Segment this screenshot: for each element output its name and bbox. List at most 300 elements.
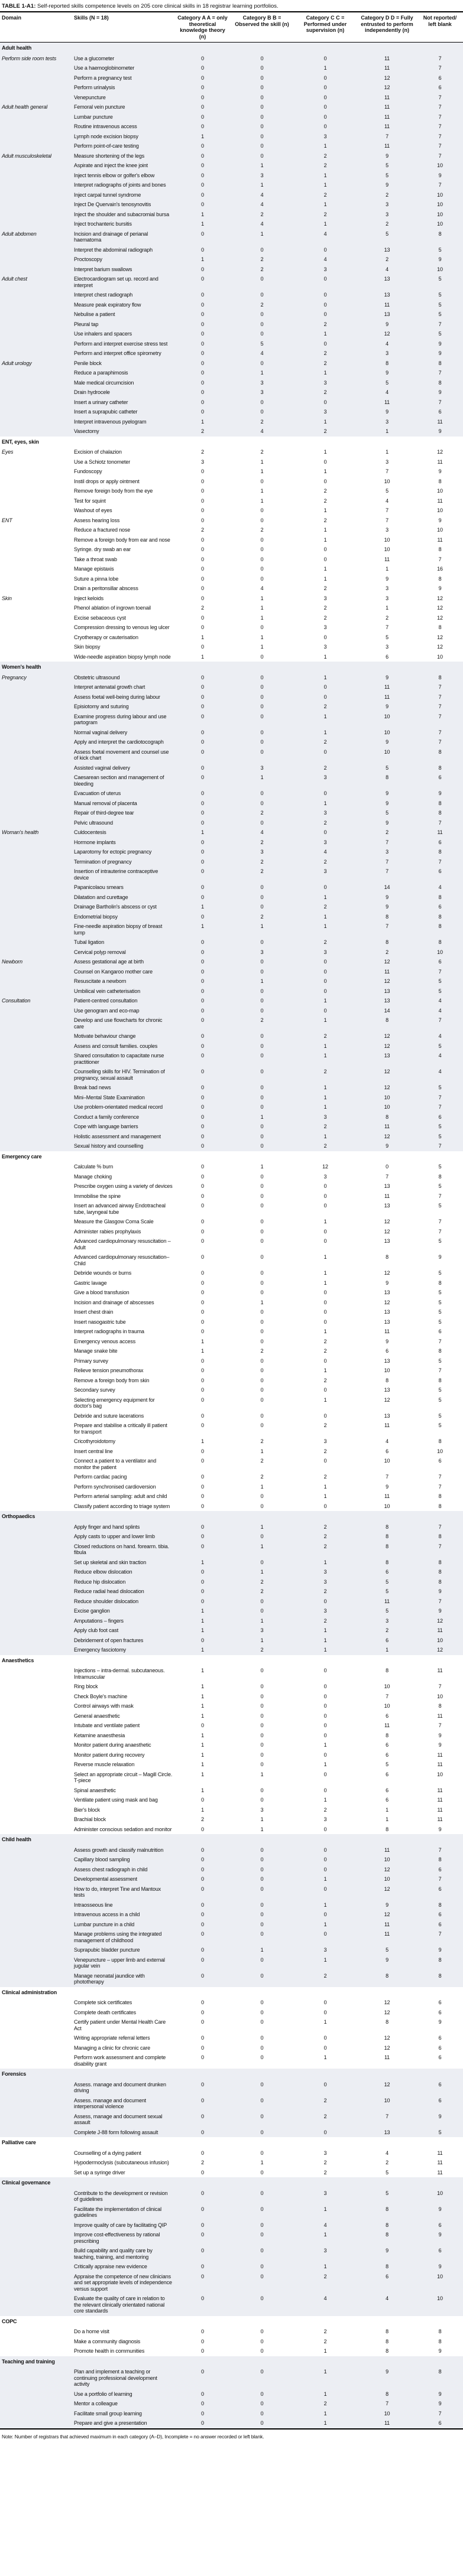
- section-header-row: [0, 2069, 463, 2080]
- category-a-count: 0: [174, 300, 231, 310]
- skill-name: How to do, interpret Tine and Mantoux tests: [72, 1884, 174, 1900]
- section-forensics: [0, 2069, 463, 2137]
- not-reported-count: 7: [417, 1141, 463, 1151]
- not-reported-count: 7: [417, 967, 463, 977]
- subdomain-cell: [0, 1786, 72, 1796]
- category-d-count: 4: [386, 2150, 388, 2156]
- category-d-count: 13: [384, 1203, 390, 1209]
- category-c-count: 1: [293, 2367, 357, 2389]
- category-b-count: 0: [231, 398, 293, 408]
- category-c-count: 2: [293, 1587, 357, 1597]
- subdomain-cell: [0, 467, 72, 477]
- category-a-count: 0: [174, 1597, 231, 1607]
- category-a-count: 0: [201, 1219, 204, 1225]
- table-row: [0, 2367, 463, 2389]
- not-reported-count: 11: [437, 1712, 443, 1719]
- category-c-count: 0: [293, 54, 357, 64]
- table-row: [0, 200, 463, 210]
- subdomain-cell: [0, 290, 72, 300]
- category-b-count: 2: [260, 527, 264, 533]
- category-a-count: 3: [201, 458, 204, 465]
- not-reported-count: 7: [417, 1093, 463, 1103]
- subdomain-cell: [0, 1236, 72, 1252]
- category-a-count: 0: [174, 763, 231, 773]
- category-d-count: 11: [357, 93, 417, 103]
- category-a-count: 0: [174, 190, 231, 200]
- skill-name: Intravenous access in a child: [72, 1910, 174, 1920]
- subdomain-cell: [0, 329, 72, 339]
- category-a-count: 1: [201, 1761, 204, 1767]
- category-d-count: 12: [357, 976, 417, 986]
- category-b-count: 0: [260, 1228, 264, 1235]
- category-c-count: 2: [293, 1522, 357, 1532]
- not-reported-count: 9: [438, 517, 442, 523]
- table-row: [0, 594, 463, 604]
- not-reported-count: 6: [417, 1112, 463, 1122]
- category-b-count: 0: [260, 1422, 264, 1428]
- not-reported-count: 6: [417, 83, 463, 93]
- table-row: [0, 1181, 463, 1191]
- skill-name: Use inhalers and spacers: [72, 329, 174, 339]
- category-b-count: 0: [231, 2409, 293, 2419]
- not-reported-count: 7: [417, 728, 463, 738]
- subdomain-cell: [0, 564, 72, 574]
- category-a-count: 0: [174, 1855, 231, 1865]
- header-category-c: Category C C = Performed under supervision (n): [293, 12, 357, 43]
- table-row: [0, 210, 463, 220]
- table-row: [0, 151, 463, 161]
- table-row: [0, 555, 463, 565]
- not-reported-count: 9: [417, 255, 463, 265]
- not-reported-count: 7: [417, 398, 463, 408]
- category-b-count: 1: [231, 1945, 293, 1955]
- category-d-count: 2: [357, 255, 417, 265]
- category-c-count: 2: [293, 387, 357, 398]
- table-row: [0, 447, 463, 457]
- not-reported-count: 9: [438, 1742, 442, 1748]
- table-row: [0, 976, 463, 986]
- category-c-count: 1: [293, 2418, 357, 2429]
- table-row: [0, 652, 463, 662]
- skill-name: Venepuncture – upper limb and external jugular vein: [72, 1955, 174, 1971]
- category-a-count: 0: [201, 1238, 204, 1244]
- category-b-count: 3: [231, 378, 293, 388]
- not-reported-count: 6: [417, 1920, 463, 1930]
- table-row: [0, 506, 463, 516]
- section-title: Child health: [0, 1834, 463, 1845]
- category-b-count: 0: [231, 132, 293, 142]
- category-a-count: 0: [174, 702, 231, 712]
- category-d-count: 13: [384, 1412, 390, 1419]
- category-a-count: 0: [174, 857, 231, 867]
- not-reported-count: 5: [438, 1309, 442, 1315]
- table-row: [0, 828, 463, 838]
- subdomain-cell: [0, 2262, 72, 2272]
- not-reported-count: 5: [438, 1289, 442, 1295]
- category-d-count: 11: [357, 398, 417, 408]
- category-d-count: 7: [357, 2399, 417, 2409]
- table-row: [0, 122, 463, 132]
- not-reported-count: 5: [417, 310, 463, 320]
- table-row: [0, 417, 463, 427]
- category-c-count: 0: [323, 478, 327, 484]
- category-c-count: 2: [293, 937, 357, 947]
- not-reported-count: 9: [438, 585, 442, 591]
- skill-name: Patient-centred consultation: [72, 996, 174, 1006]
- subdomain-cell: [0, 506, 72, 516]
- category-d-count: 11: [357, 300, 417, 310]
- not-reported-count: 9: [417, 1587, 463, 1597]
- skill-name: Compression dressing to venous leg ulcer: [74, 624, 170, 630]
- subdomain-cell: [0, 255, 72, 265]
- section-title: Teaching and training: [0, 2356, 463, 2367]
- skill-name: Build capability and quality care by teaching, training, and mentoring: [72, 2246, 174, 2262]
- not-reported-count: 8: [417, 673, 463, 683]
- category-b-count: 0: [231, 2204, 293, 2220]
- category-c-count: 3: [293, 2246, 357, 2262]
- category-d-count: 11: [357, 112, 417, 122]
- subdomain-cell: [0, 1721, 72, 1731]
- category-d-count: 10: [357, 1874, 417, 1884]
- category-a-count: 0: [201, 1474, 204, 1480]
- subdomain-cell: [0, 642, 72, 652]
- category-c-count: 2: [323, 2160, 327, 2165]
- category-b-count: 0: [260, 1412, 264, 1419]
- subdomain-cell: [0, 200, 72, 210]
- skill-name: Incision and drainage of perianal haematoma: [72, 229, 174, 245]
- subdomain-cell: [0, 818, 72, 828]
- skill-name: Mentor a colleague: [72, 2399, 174, 2409]
- not-reported-count: 5: [417, 1083, 463, 1093]
- category-c-count: 0: [293, 245, 357, 255]
- skill-name: Perform synchronised cardioversion: [74, 1483, 156, 1490]
- subdomain-cell: [0, 2158, 72, 2168]
- subdomain-cell: [0, 63, 72, 73]
- subdomain-cell: [0, 937, 72, 947]
- category-c-count: 2: [293, 702, 357, 712]
- table-row: [0, 1083, 463, 1093]
- category-d-count: 6: [386, 653, 388, 660]
- subdomain-cell: [0, 1191, 72, 1201]
- category-c-count: 0: [323, 1732, 327, 1738]
- category-d-count: 11: [357, 1929, 417, 1945]
- category-c-count: 1: [323, 1396, 327, 1403]
- not-reported-count: 7: [417, 132, 463, 142]
- category-c-count: 0: [323, 1999, 327, 2005]
- not-reported-count: 9: [438, 1254, 442, 1260]
- category-a-count: 0: [174, 2230, 231, 2246]
- category-b-count: 0: [231, 882, 293, 893]
- not-reported-count: 6: [417, 902, 463, 912]
- category-d-count: 8: [386, 1254, 388, 1260]
- category-d-count: 9: [386, 1279, 388, 1286]
- not-reported-count: 7: [438, 1228, 442, 1235]
- table-row: [0, 902, 463, 912]
- table-row: [0, 1395, 463, 1411]
- skill-name: Culdocentesis: [72, 828, 174, 838]
- category-d-count: 9: [357, 368, 417, 378]
- skill-name: Prepare and stabilise a critically ill patient for transport: [74, 1422, 167, 1435]
- category-d-count: 6: [386, 1348, 388, 1354]
- category-c-count: 1: [323, 1483, 327, 1490]
- subdomain-cell: [0, 1874, 72, 1884]
- category-d-count: 14: [357, 882, 417, 893]
- category-b-count: 0: [231, 2128, 293, 2138]
- category-d-count: 4: [386, 497, 388, 504]
- category-a-count: 2: [201, 2160, 204, 2165]
- subdomain-cell: [0, 2033, 72, 2043]
- table-row: [0, 1006, 463, 1016]
- category-d-count: 13: [384, 1238, 390, 1244]
- table-row: [0, 633, 463, 643]
- category-b-count: 0: [231, 702, 293, 712]
- table-row: [0, 1447, 463, 1457]
- table-row: [0, 73, 463, 83]
- category-a-count: 0: [174, 320, 231, 330]
- table-row: [0, 1955, 463, 1971]
- table-row: [0, 1567, 463, 1577]
- table-row: [0, 265, 463, 275]
- category-c-count: 1: [323, 2019, 327, 2025]
- category-c-count: 0: [323, 1309, 327, 1315]
- not-reported-count: 8: [417, 847, 463, 857]
- skill-name: Tubal ligation: [72, 937, 174, 947]
- not-reported-count: 7: [438, 556, 442, 562]
- category-a-count: 0: [174, 2409, 231, 2419]
- table-row: [0, 986, 463, 996]
- subdomain-cell: [0, 633, 72, 643]
- category-a-count: 0: [201, 1299, 204, 1305]
- category-b-count: 2: [260, 1438, 264, 1444]
- category-d-count: 6: [357, 1567, 417, 1577]
- not-reported-count: 11: [437, 1787, 443, 1793]
- subdomain-cell: [0, 171, 72, 181]
- category-d-count: 10: [384, 1367, 390, 1373]
- table-row: [0, 1278, 463, 1288]
- table-row: [0, 789, 463, 799]
- category-c-count: 1: [293, 1636, 357, 1646]
- table-row: [0, 1910, 463, 1920]
- category-c-count: 1: [293, 1132, 357, 1142]
- category-a-count: 0: [174, 1093, 231, 1103]
- not-reported-count: 6: [417, 2096, 463, 2112]
- category-a-count: 1: [201, 1683, 204, 1689]
- category-c-count: 0: [323, 1289, 327, 1295]
- category-a-count: 0: [174, 996, 231, 1006]
- category-c-count: 1: [293, 171, 357, 181]
- subdomain-cell: [0, 1132, 72, 1142]
- category-a-count: 0: [201, 1387, 204, 1393]
- category-d-count: 10: [384, 1503, 390, 1509]
- category-a-count: 0: [201, 1193, 204, 1199]
- category-c-count: 0: [323, 556, 327, 562]
- category-b-count: 0: [231, 1132, 293, 1142]
- table-row: [0, 1542, 463, 1558]
- category-c-count: 1: [323, 1367, 327, 1373]
- not-reported-count: 12: [437, 634, 443, 640]
- subdomain-cell: [0, 2148, 72, 2158]
- not-reported-count: 9: [438, 1826, 442, 1832]
- table-row: [0, 882, 463, 893]
- not-reported-count: 10: [437, 653, 443, 660]
- category-c-count: 4: [293, 847, 357, 857]
- category-c-count: 0: [323, 1387, 327, 1393]
- category-a-count: 0: [201, 1203, 204, 1209]
- category-a-count: 0: [174, 893, 231, 903]
- not-reported-count: 8: [417, 921, 463, 937]
- table-row: [0, 1606, 463, 1616]
- table-row: [0, 1721, 463, 1731]
- category-d-count: 12: [384, 2044, 390, 2051]
- subdomain-cell: [0, 763, 72, 773]
- not-reported-count: 7: [417, 682, 463, 692]
- not-reported-count: 5: [417, 329, 463, 339]
- table-row: [0, 1227, 463, 1237]
- category-d-count: 5: [357, 1606, 417, 1616]
- skill-name: Perform arterial sampling: adult and child: [74, 1493, 167, 1499]
- category-b-count: 0: [260, 2169, 264, 2176]
- category-c-count: 1: [293, 368, 357, 378]
- category-a-count: 0: [201, 1396, 204, 1403]
- section-orthopaedics: [0, 1511, 463, 1655]
- category-d-count: 14: [357, 1006, 417, 1016]
- category-c-count: 0: [323, 1751, 327, 1758]
- category-b-count: 2: [231, 867, 293, 882]
- not-reported-count: 8: [417, 1900, 463, 1910]
- category-d-count: 0: [386, 1164, 388, 1170]
- category-c-count: 0: [293, 290, 357, 300]
- subdomain-cell: [0, 1900, 72, 1910]
- skill-name: Normal vaginal delivery: [72, 728, 174, 738]
- subdomain-cell: [0, 2327, 72, 2337]
- table-row: [0, 1645, 463, 1655]
- skill-name: Caesarean section and management of bleeding: [72, 773, 174, 789]
- category-a-count: 0: [174, 368, 231, 378]
- subdomain-cell: [0, 2017, 72, 2033]
- category-d-count: 5: [386, 1761, 388, 1767]
- category-d-count: 8: [386, 1668, 388, 1673]
- not-reported-count: 10: [437, 507, 443, 513]
- category-c-count: 2: [293, 902, 357, 912]
- section-header-row: [0, 1655, 463, 1666]
- skill-name: Femoral vein puncture: [72, 102, 174, 112]
- category-d-count: 10: [384, 478, 390, 484]
- skill-name: General anaesthetic: [74, 1712, 120, 1719]
- skill-name: Perform point-of-care testing: [72, 141, 174, 151]
- table-row: [0, 245, 463, 255]
- subdomain-cell: [0, 486, 72, 496]
- category-c-count: 1: [293, 673, 357, 683]
- category-b-count: 0: [231, 986, 293, 996]
- category-d-count: 4: [357, 339, 417, 349]
- category-a-count: 0: [174, 54, 231, 64]
- not-reported-count: 5: [438, 1238, 442, 1244]
- category-c-count: 0: [293, 1597, 357, 1607]
- skill-name: Check Boyle's machine: [74, 1693, 128, 1699]
- skill-name: Cricothyroidotomy: [74, 1438, 115, 1444]
- category-c-count: 3: [293, 378, 357, 388]
- category-c-count: 0: [323, 1458, 327, 1464]
- category-a-count: 0: [201, 2054, 204, 2060]
- category-b-count: 3: [231, 947, 293, 958]
- skill-name: Dilatation and curettage: [72, 893, 174, 903]
- category-d-count: 11: [384, 1493, 390, 1499]
- subdomain-cell: [0, 1929, 72, 1945]
- subdomain-cell: [0, 1112, 72, 1122]
- category-b-count: 1: [260, 468, 264, 474]
- skill-name: Apply casts to upper and lower limb: [72, 1532, 174, 1542]
- category-c-count: 2: [293, 1122, 357, 1132]
- category-b-count: 0: [231, 329, 293, 339]
- table-row: [0, 387, 463, 398]
- skill-name: Phenol ablation of ingrown toenail: [74, 605, 151, 611]
- category-d-count: 12: [357, 83, 417, 93]
- category-c-count: 1: [293, 2230, 357, 2246]
- not-reported-count: 9: [417, 349, 463, 359]
- skill-name: Episiotomy and suturing: [72, 702, 174, 712]
- table-row: [0, 477, 463, 487]
- skill-name: Inject the shoulder and subacromial bursa: [72, 210, 174, 220]
- category-d-count: 11: [384, 1328, 390, 1334]
- skill-name: Insert a urinary catheter: [72, 398, 174, 408]
- table-row: [0, 1015, 463, 1031]
- subdomain-cell: Adult chest: [0, 274, 72, 290]
- section-child-health: [0, 1834, 463, 1987]
- skill-name: Debride wounds or burns: [74, 1270, 132, 1276]
- category-b-count: 2: [231, 1587, 293, 1597]
- category-c-count: 3: [293, 132, 357, 142]
- category-c-count: 2: [293, 2272, 357, 2294]
- category-a-count: 0: [201, 546, 204, 552]
- table-row: [0, 1172, 463, 1182]
- category-a-count: 0: [201, 1328, 204, 1334]
- table-row: [0, 1366, 463, 1376]
- category-b-count: 0: [231, 1855, 293, 1865]
- skills-competence-table: [0, 11, 463, 2444]
- not-reported-count: 7: [438, 1683, 442, 1689]
- skill-name: Apply finger and hand splints: [72, 1522, 174, 1532]
- category-a-count: 1: [174, 1606, 231, 1616]
- section-ent-eyes-skin: [0, 437, 463, 662]
- subdomain-cell: [0, 349, 72, 359]
- category-b-count: 0: [231, 737, 293, 747]
- subdomain-cell: [0, 457, 72, 467]
- category-a-count: 1: [174, 1616, 231, 1626]
- category-c-count: 1: [293, 1645, 357, 1655]
- table-row: [0, 1740, 463, 1750]
- category-c-count: 4: [293, 2220, 357, 2230]
- category-d-count: 9: [357, 1900, 417, 1910]
- category-b-count: 0: [231, 1102, 293, 1112]
- category-a-count: 0: [201, 1318, 204, 1325]
- category-c-count: 0: [323, 2044, 327, 2051]
- category-d-count: 8: [357, 359, 417, 369]
- category-c-count: 0: [293, 1845, 357, 1855]
- category-b-count: 0: [260, 1367, 264, 1373]
- subdomain-cell: [0, 1447, 72, 1457]
- category-a-count: 0: [201, 1173, 204, 1180]
- table-row: [0, 2204, 463, 2220]
- category-b-count: 2: [231, 255, 293, 265]
- category-d-count: 6: [386, 1771, 388, 1777]
- subdomain-cell: [0, 245, 72, 255]
- not-reported-count: 11: [437, 1816, 443, 1822]
- skill-name: Ring block: [74, 1683, 98, 1689]
- category-c-count: 2: [323, 2329, 327, 2334]
- table-row: [0, 947, 463, 958]
- skill-name: Interpret barium swallows: [72, 265, 174, 275]
- category-b-count: 2: [231, 300, 293, 310]
